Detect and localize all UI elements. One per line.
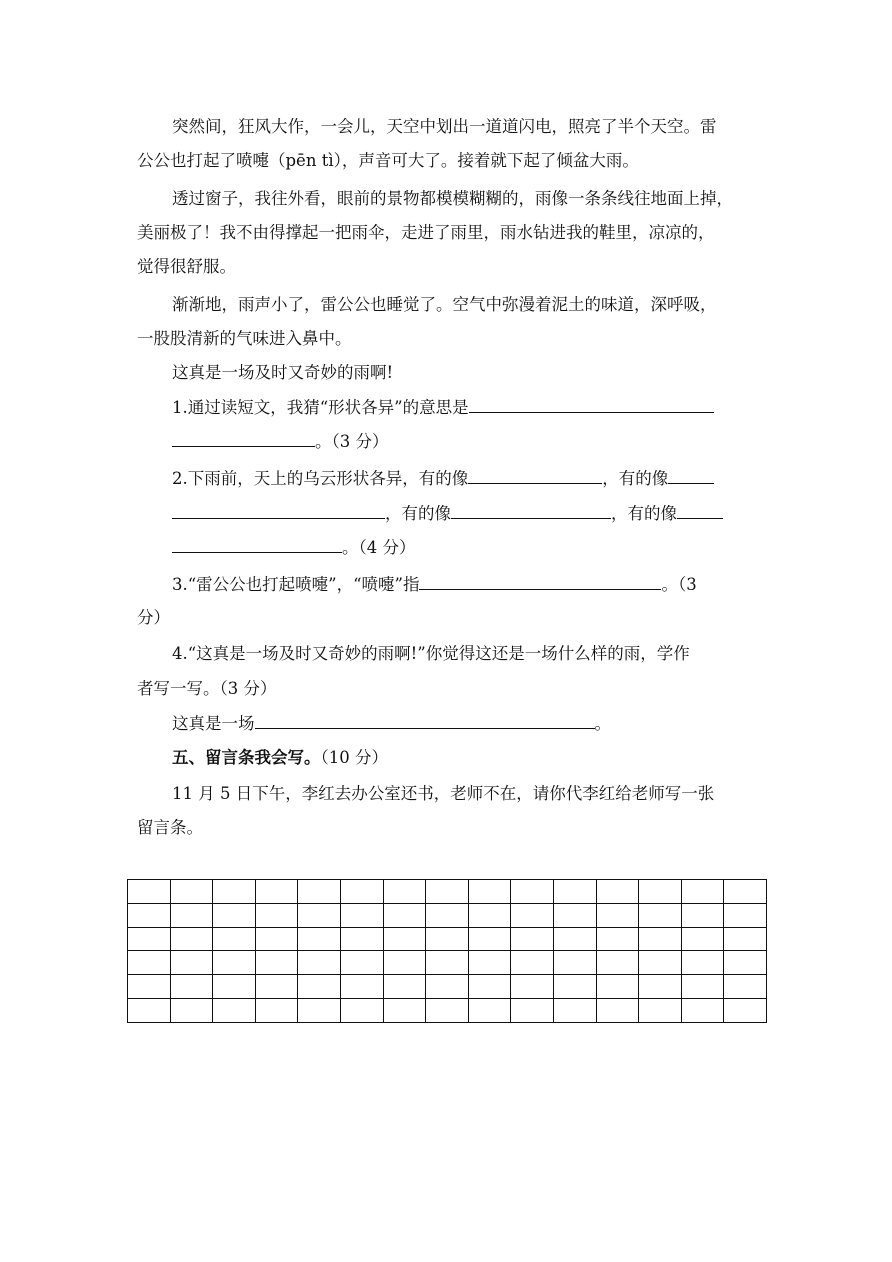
- grid-cell[interactable]: [213, 975, 256, 999]
- grid-cell[interactable]: [681, 975, 724, 999]
- grid-cell[interactable]: [298, 927, 341, 951]
- question-1-score: 。（3 分）: [315, 432, 389, 451]
- answer-blank[interactable]: [451, 502, 611, 519]
- grid-cell[interactable]: [383, 880, 426, 904]
- grid-cell[interactable]: [681, 951, 724, 975]
- grid-cell[interactable]: [128, 951, 171, 975]
- question-2-text: ，有的像: [602, 469, 669, 488]
- grid-cell[interactable]: [639, 951, 682, 975]
- question-4-answer-line: [172, 712, 611, 736]
- passage-line: 一股股清新的气味进入鼻中。: [137, 329, 352, 348]
- answer-blank[interactable]: [677, 502, 723, 519]
- grid-cell[interactable]: [681, 998, 724, 1022]
- grid-cell[interactable]: [170, 903, 213, 927]
- grid-cell[interactable]: [596, 880, 639, 904]
- question-3-line: [172, 573, 697, 597]
- grid-cell[interactable]: [596, 998, 639, 1022]
- grid-cell[interactable]: [340, 880, 383, 904]
- section-5-instruction: 留言条。: [137, 818, 203, 837]
- section-5-instruction: 11 月 5 日下午，李红去办公室还书，老师不在，请你代李红给老师写一张: [172, 784, 715, 803]
- grid-cell[interactable]: [128, 903, 171, 927]
- passage-line: 公公也打起了喷嚏（pēn tì），声音可大了。接着就下起了倾盆大雨。: [137, 151, 639, 170]
- grid-cell[interactable]: [213, 998, 256, 1022]
- grid-cell[interactable]: [213, 927, 256, 951]
- grid-cell[interactable]: [639, 927, 682, 951]
- question-4-end: 。: [594, 714, 611, 733]
- answer-blank[interactable]: [255, 712, 595, 729]
- grid-cell[interactable]: [340, 998, 383, 1022]
- question-2-line: [172, 536, 416, 560]
- passage-line: 美丽极了！我不由得撑起一把雨伞，走进了雨里，雨水钻进我的鞋里，凉凉的，: [137, 223, 715, 242]
- grid-cell[interactable]: [298, 903, 341, 927]
- question-1-text: 1.通过读短文，我猜“形状各异”的意思是: [172, 398, 469, 417]
- grid-cell[interactable]: [170, 951, 213, 975]
- grid-cell[interactable]: [553, 975, 596, 999]
- grid-row: [128, 998, 767, 1022]
- grid-cell[interactable]: [426, 951, 469, 975]
- grid-cell[interactable]: [468, 998, 511, 1022]
- grid-cell[interactable]: [553, 927, 596, 951]
- grid-cell[interactable]: [426, 975, 469, 999]
- question-2-text: 2.下雨前，天上的乌云形状各异，有的像: [172, 469, 469, 488]
- question-2-text: ，有的像: [385, 504, 451, 523]
- section-5-score: （10 分）: [320, 748, 388, 767]
- grid-row: [128, 903, 767, 927]
- grid-cell[interactable]: [596, 903, 639, 927]
- grid-cell[interactable]: [255, 903, 298, 927]
- passage-line: 这真是一场及时又奇妙的雨啊!: [172, 363, 394, 382]
- grid-cell[interactable]: [298, 880, 341, 904]
- grid-cell[interactable]: [128, 975, 171, 999]
- grid-cell[interactable]: [553, 903, 596, 927]
- grid-cell[interactable]: [298, 975, 341, 999]
- question-4-line: 者写一写。（3 分）: [137, 679, 277, 698]
- grid-cell[interactable]: [596, 975, 639, 999]
- grid-cell[interactable]: [639, 880, 682, 904]
- passage-line: 突然间，狂风大作，一会儿，天空中划出一道道闪电，照亮了半个天空。雷: [172, 117, 717, 136]
- grid-cell[interactable]: [170, 998, 213, 1022]
- grid-cell[interactable]: [128, 880, 171, 904]
- grid-cell[interactable]: [724, 998, 767, 1022]
- grid-cell[interactable]: [255, 927, 298, 951]
- grid-cell[interactable]: [255, 951, 298, 975]
- grid-cell[interactable]: [340, 951, 383, 975]
- grid-cell[interactable]: [681, 927, 724, 951]
- grid-cell[interactable]: [639, 975, 682, 999]
- grid-cell[interactable]: [255, 975, 298, 999]
- grid-cell[interactable]: [468, 975, 511, 999]
- answer-blank[interactable]: [172, 536, 342, 553]
- grid-cell[interactable]: [639, 998, 682, 1022]
- grid-cell[interactable]: [511, 975, 554, 999]
- grid-cell[interactable]: [511, 903, 554, 927]
- grid-cell[interactable]: [213, 903, 256, 927]
- question-4-prompt: 这真是一场: [172, 714, 255, 733]
- question-2-text: ，有的像: [611, 504, 677, 523]
- grid-cell[interactable]: [681, 903, 724, 927]
- grid-cell[interactable]: [128, 927, 171, 951]
- question-3-score: 。（3: [661, 575, 697, 594]
- grid-cell[interactable]: [340, 903, 383, 927]
- grid-cell[interactable]: [298, 951, 341, 975]
- grid-cell[interactable]: [511, 951, 554, 975]
- grid-cell[interactable]: [426, 903, 469, 927]
- grid-cell[interactable]: [511, 998, 554, 1022]
- grid-cell[interactable]: [383, 903, 426, 927]
- question-1-line: [172, 430, 389, 454]
- grid-row: [128, 927, 767, 951]
- question-2-score: 。（4 分）: [342, 538, 416, 557]
- grid-cell[interactable]: [298, 998, 341, 1022]
- grid-cell[interactable]: [383, 927, 426, 951]
- grid-cell[interactable]: [553, 998, 596, 1022]
- grid-cell[interactable]: [468, 880, 511, 904]
- answer-blank[interactable]: [469, 396, 714, 413]
- grid-cell[interactable]: [426, 998, 469, 1022]
- grid-cell[interactable]: [511, 927, 554, 951]
- section-5-heading: [172, 746, 388, 770]
- grid-cell[interactable]: [596, 927, 639, 951]
- answer-blank[interactable]: [172, 502, 385, 519]
- grid-cell[interactable]: [255, 998, 298, 1022]
- question-2-line: [172, 502, 723, 526]
- passage-line: 渐渐地，雨声小了，雷公公也睡觉了。空气中弥漫着泥土的味道，深呼吸，: [172, 295, 717, 314]
- question-1-line: [172, 396, 714, 420]
- answer-blank[interactable]: [668, 467, 714, 484]
- grid-cell[interactable]: [468, 951, 511, 975]
- grid-cell[interactable]: [383, 975, 426, 999]
- grid-cell[interactable]: [340, 975, 383, 999]
- passage-line: 透过窗子，我往外看，眼前的景物都模模糊糊的，雨像一条条线往地面上掉，: [172, 189, 733, 208]
- grid-row: [128, 951, 767, 975]
- question-4-line: 4.“这真是一场及时又奇妙的雨啊!”你觉得这还是一场什么样的雨，学作: [172, 644, 690, 663]
- grid-cell[interactable]: [468, 903, 511, 927]
- answer-blank[interactable]: [419, 573, 661, 590]
- grid-cell[interactable]: [383, 951, 426, 975]
- grid-row: [128, 880, 767, 904]
- grid-cell[interactable]: [128, 998, 171, 1022]
- grid-cell[interactable]: [724, 903, 767, 927]
- question-3-score-cont: 分）: [137, 608, 170, 627]
- grid-cell[interactable]: [255, 880, 298, 904]
- grid-cell[interactable]: [724, 927, 767, 951]
- grid-cell[interactable]: [468, 927, 511, 951]
- writing-grid[interactable]: [127, 879, 767, 1023]
- grid-cell[interactable]: [340, 927, 383, 951]
- grid-row: [128, 975, 767, 999]
- grid-cell[interactable]: [724, 880, 767, 904]
- grid-cell[interactable]: [724, 951, 767, 975]
- grid-cell[interactable]: [383, 998, 426, 1022]
- section-5-title: 五、留言条我会写。: [172, 748, 321, 767]
- grid-cell[interactable]: [511, 880, 554, 904]
- grid-cell[interactable]: [596, 951, 639, 975]
- grid-cell[interactable]: [170, 880, 213, 904]
- grid-cell[interactable]: [681, 880, 724, 904]
- grid-cell[interactable]: [213, 880, 256, 904]
- grid-cell[interactable]: [213, 951, 256, 975]
- grid-cell[interactable]: [724, 975, 767, 999]
- question-2-line: [172, 467, 714, 491]
- grid-cell[interactable]: [639, 903, 682, 927]
- grid-cell[interactable]: [426, 927, 469, 951]
- answer-blank[interactable]: [468, 467, 602, 484]
- grid-cell[interactable]: [553, 880, 596, 904]
- grid-cell[interactable]: [170, 927, 213, 951]
- grid-cell[interactable]: [170, 975, 213, 999]
- answer-blank[interactable]: [172, 430, 315, 447]
- grid-cell[interactable]: [426, 880, 469, 904]
- question-3-text: 3.“雷公公也打起喷嚏”，“喷嚏”指: [172, 575, 420, 594]
- passage-line: 觉得很舒服。: [137, 257, 236, 276]
- grid-cell[interactable]: [553, 951, 596, 975]
